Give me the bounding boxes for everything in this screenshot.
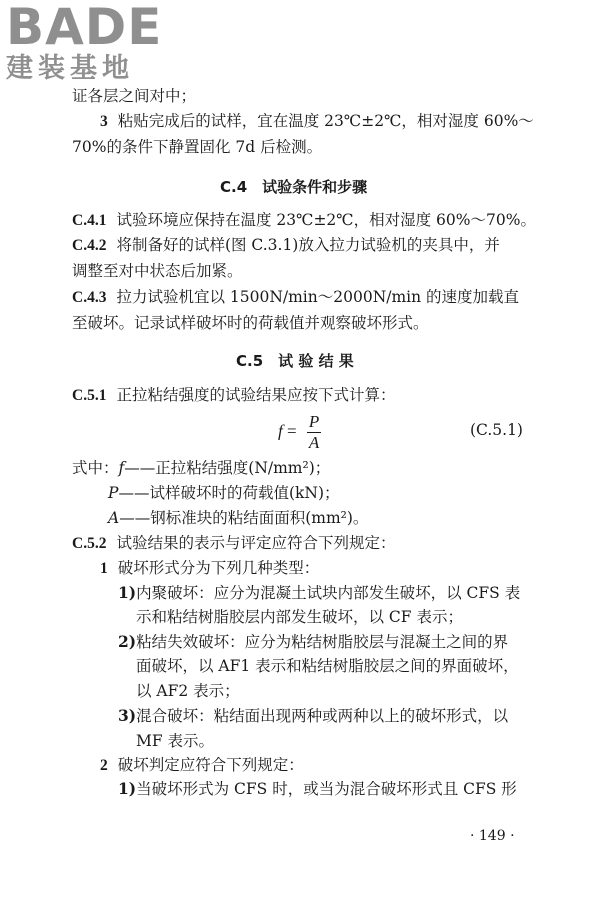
text-line: 正拉粘结强度的试验结果应按下式计算： [116,386,396,404]
subitem-line [118,778,517,800]
clause-line [72,286,519,309]
clause-line [72,209,536,232]
text-line: 面破坏，以 AF1 表示和粘结树脂胶层之间的界面破坏， [136,657,519,675]
clause-number: C.4.1 [72,212,107,229]
item-number: 1 [100,560,108,577]
text-line: 内聚破坏：应分为混凝土试块内部发生破坏，以 CFS 表 [136,584,521,602]
text-line: 破坏判定应符合下列规定： [117,756,304,774]
section-heading-c4: C.4 试验条件和步骤 [220,178,368,196]
subitem-line [118,705,508,727]
text-line: 试验环境应保持在温度 23℃±2℃，相对湿度 60%～70%。 [116,211,536,229]
subitem-number: 2) [118,632,137,651]
symbol: f [118,459,125,477]
equation-number: (C.5.1) [470,421,523,439]
text-line: 试验结果的表示与评定应符合下列规定： [116,534,396,552]
item-line [100,754,304,777]
symbol: P [108,484,119,502]
subitem-number: 3) [118,706,137,725]
clause-line [72,234,500,257]
clause-number: C.4.3 [72,289,107,306]
formula-numerator: P [308,412,320,431]
formula-c51 [278,412,321,453]
where-line [72,457,330,479]
text-line: 至破坏。记录试样破坏时的荷载值并观察破坏形式。 [72,314,429,332]
subitem-number: 1) [118,583,137,602]
formula-lhs: f [278,421,283,441]
where-line [108,482,340,504]
text-line: 以 AF2 表示； [136,682,240,700]
clause-number: C.5.1 [72,387,107,404]
section-heading-c5: C.5 试 验 结 果 [236,352,354,370]
text-line: 调整至对中状态后加紧。 [72,262,243,280]
text-line: 混合破坏：粘结面出现两种或两种以上的破坏形式，以 [136,707,509,725]
subitem-line [118,631,508,653]
formula-equals: = [286,421,297,441]
text-line: 粘贴完成后的试样，宜在温度 23℃±2℃，相对湿度 60%～ [117,112,534,130]
subitem-line [118,582,520,604]
where-label: 式中： [72,459,119,477]
item-number: 3 [100,113,108,130]
clause-line [72,532,395,555]
formula-denominator: A [308,433,320,452]
text-line: ——正拉粘结强度(N/mm²)； [124,459,331,477]
paragraph-line [100,110,532,133]
item-number: 2 [100,757,108,774]
item-line [100,557,319,580]
text-line: 拉力试验机宜以 1500N/min～2000N/min 的速度加载直 [116,288,520,306]
text-line: ——钢标准块的粘结面面积(mm²)。 [119,509,369,527]
text-line: 粘结失效破坏：应分为粘结树脂胶层与混凝土之间的界 [136,633,509,651]
logo-word: BADE [6,0,163,56]
text-line: MF 表示。 [136,732,215,750]
text-line: 70%的条件下静置固化 7d 后检测。 [72,138,323,156]
text-line: 破坏形式分为下列几种类型： [117,559,320,577]
text-line: 证各层之间对中； [72,87,197,105]
bade-logo [6,2,162,84]
text-line: ——试样破坏时的荷载值(kN)； [118,484,340,502]
formula-fraction [307,412,321,453]
text-line: 示和粘结树脂胶层内部发生破坏，以 CF 表示； [136,608,463,626]
logo-subtitle: 建装基地 [6,53,134,84]
text-line: 当破坏形式为 CFS 时，或当为混合破坏形式且 CFS 形 [136,780,517,798]
symbol: A [108,509,120,527]
where-line [108,507,368,529]
text-line: 将制备好的试样(图 C.3.1)放入拉力试验机的夹具中，并 [116,236,500,254]
clause-number: C.5.2 [72,535,107,552]
clause-number: C.4.2 [72,237,107,254]
clause-line [72,384,395,407]
page-number: · 149 · [470,828,515,844]
subitem-number: 1) [118,779,137,798]
